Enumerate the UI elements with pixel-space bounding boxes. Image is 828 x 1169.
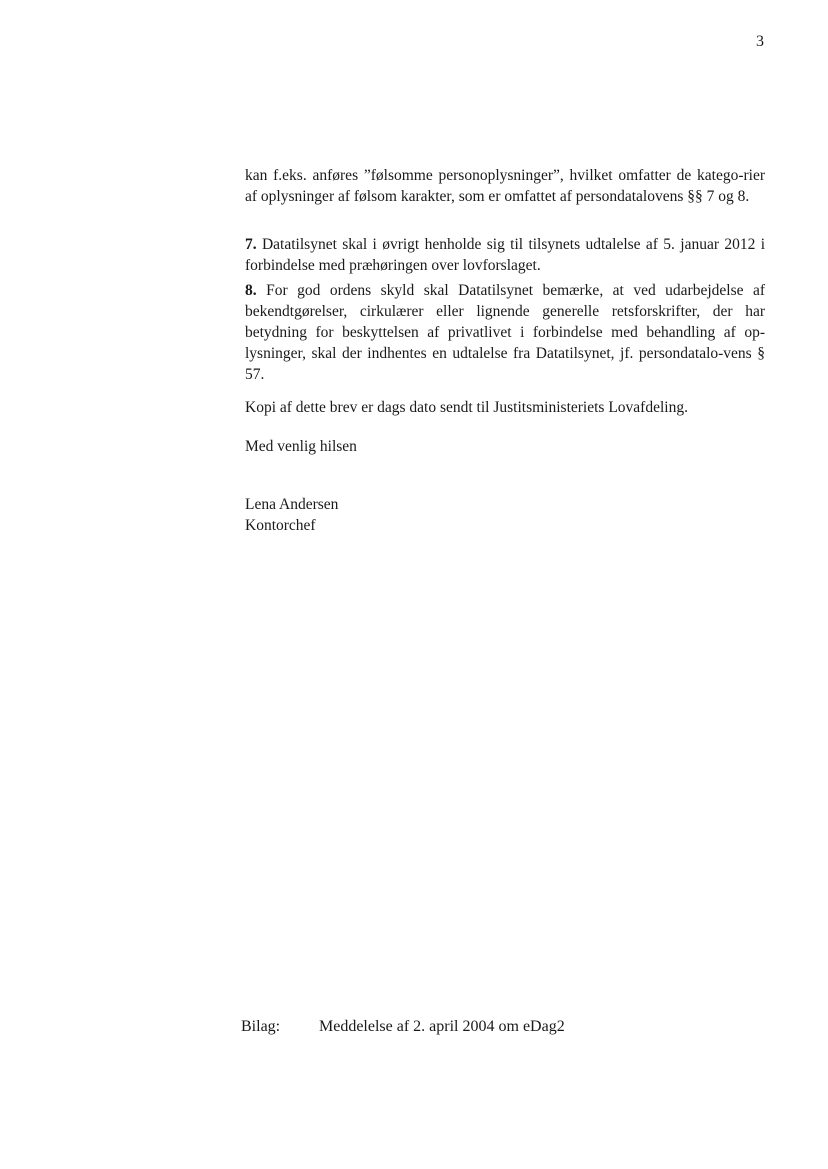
paragraph-7-text: Datatilsynet skal i øvrigt henholde sig til tilsynets udtalelse af 5. januar 2012 i forbindelse med præhøringen over lovforslaget.: [245, 236, 766, 274]
paragraph-8-number: 8.: [245, 282, 257, 299]
paragraph-continuation: kan f.eks. anføres ”følsomme personoplysninger”, hvilket omfatter de katego-rier af oplysninger af følsom karakter, som er omfattet af persondatalovens §§ 7 og 8.: [245, 167, 765, 205]
signature-name: Lena Andersen: [245, 496, 339, 513]
paragraph-8: [245, 280, 765, 385]
signature-title: Kontorchef: [245, 517, 316, 534]
paragraph-8-text: For god ordens skyld skal Datatilsynet bemærke, at ved udarbejdelse af bekendtgørelser, cirkulærer eller lignende generelle retsforskrifter, der har betydning for beskyttelsen af privatlivet i forbindelse med behandling af op-lysninger, skal der indhentes en udtalelse fra Datatilsynet, jf. persondatalo-vens § 57.: [245, 282, 766, 383]
copy-note: Kopi af dette brev er dags dato sendt til Justitsministeriets Lovafdeling.: [245, 399, 688, 416]
attachment-value: Meddelelse af 2. april 2004 om eDag2: [319, 1018, 565, 1035]
page-number: 3: [756, 33, 764, 50]
paragraph-7-number: 7.: [245, 236, 257, 253]
attachment-line: [241, 1018, 565, 1036]
paragraph-7: [245, 234, 765, 276]
closing-greeting: Med venlig hilsen: [245, 438, 357, 455]
attachment-label: Bilag:: [241, 1018, 281, 1035]
